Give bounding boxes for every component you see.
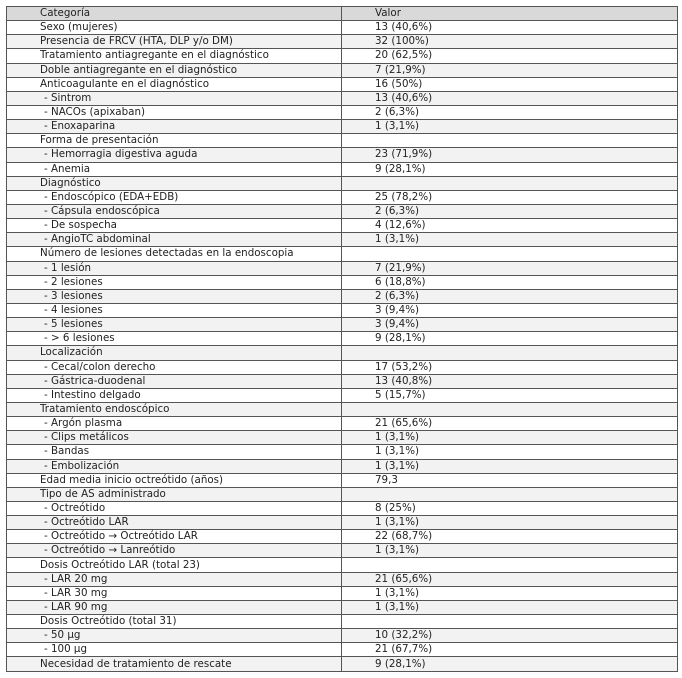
row-category: Presencia de FRCV (HTA, DLP y/o DM) <box>7 35 342 49</box>
row-subcategory: - Argón plasma <box>7 417 342 431</box>
row-value: 6 (18,8%) <box>342 275 678 289</box>
table-row <box>7 388 678 402</box>
row-category: Número de lesiones detectadas en la endoscopia <box>7 247 342 261</box>
row-value: 17 (53,2%) <box>342 360 678 374</box>
table-row <box>7 558 678 572</box>
table-row <box>7 643 678 657</box>
table-row <box>7 544 678 558</box>
table-row <box>7 629 678 643</box>
row-subcategory: - Cápsula endoscópica <box>7 204 342 218</box>
table-row <box>7 318 678 332</box>
row-subcategory: - Octreótido <box>7 501 342 515</box>
row-value: 1 (3,1%) <box>342 459 678 473</box>
row-subcategory: - LAR 90 mg <box>7 600 342 614</box>
row-category: Dosis Octreótido (total 31) <box>7 615 342 629</box>
table-row <box>7 63 678 77</box>
row-subcategory: - Enoxaparina <box>7 120 342 134</box>
row-value <box>342 487 678 501</box>
table-row <box>7 49 678 63</box>
row-value: 25 (78,2%) <box>342 190 678 204</box>
row-value <box>342 346 678 360</box>
row-subcategory: - Endoscópico (EDA+EDB) <box>7 190 342 204</box>
row-value <box>342 558 678 572</box>
row-value <box>342 134 678 148</box>
row-subcategory: - 2 lesiones <box>7 275 342 289</box>
table-row <box>7 459 678 473</box>
table-row <box>7 233 678 247</box>
row-value: 13 (40,6%) <box>342 21 678 35</box>
results-table <box>6 6 678 672</box>
table-row <box>7 303 678 317</box>
table-row <box>7 190 678 204</box>
row-subcategory: - Cecal/colon derecho <box>7 360 342 374</box>
row-category: Edad media inicio octreótido (años) <box>7 473 342 487</box>
row-subcategory: - De sospecha <box>7 219 342 233</box>
table-row <box>7 105 678 119</box>
row-value: 1 (3,1%) <box>342 120 678 134</box>
row-value <box>342 402 678 416</box>
row-category: Sexo (mujeres) <box>7 21 342 35</box>
row-value: 1 (3,1%) <box>342 544 678 558</box>
row-subcategory: - 1 lesión <box>7 261 342 275</box>
row-value: 10 (32,2%) <box>342 629 678 643</box>
table-row <box>7 289 678 303</box>
row-category: Doble antiagregante en el diagnóstico <box>7 63 342 77</box>
table-row <box>7 91 678 105</box>
table-row <box>7 586 678 600</box>
row-value: 9 (28,1%) <box>342 657 678 671</box>
table-row <box>7 431 678 445</box>
row-subcategory: - LAR 20 mg <box>7 572 342 586</box>
table-row <box>7 120 678 134</box>
row-value: 1 (3,1%) <box>342 516 678 530</box>
row-value: 1 (3,1%) <box>342 586 678 600</box>
row-category: Tratamiento antiagregante en el diagnóstico <box>7 49 342 63</box>
table-row <box>7 247 678 261</box>
row-category: Diagnóstico <box>7 176 342 190</box>
table-row <box>7 572 678 586</box>
table-body <box>7 21 678 671</box>
row-subcategory: - Octreótido LAR <box>7 516 342 530</box>
row-value: 3 (9,4%) <box>342 303 678 317</box>
row-subcategory: - Sintrom <box>7 91 342 105</box>
row-value: 16 (50%) <box>342 77 678 91</box>
row-subcategory: - 50 µg <box>7 629 342 643</box>
row-value: 7 (21,9%) <box>342 63 678 77</box>
row-value: 1 (3,1%) <box>342 600 678 614</box>
row-value: 3 (9,4%) <box>342 318 678 332</box>
table-row <box>7 516 678 530</box>
row-value: 9 (28,1%) <box>342 332 678 346</box>
row-value <box>342 176 678 190</box>
row-category: Necesidad de tratamiento de rescate <box>7 657 342 671</box>
row-value: 9 (28,1%) <box>342 162 678 176</box>
table-row <box>7 176 678 190</box>
row-subcategory: - Anemia <box>7 162 342 176</box>
table-row <box>7 77 678 91</box>
row-category: Forma de presentación <box>7 134 342 148</box>
table-header-row <box>7 7 678 21</box>
table-row <box>7 501 678 515</box>
row-subcategory: - Embolización <box>7 459 342 473</box>
table-row <box>7 530 678 544</box>
table-row <box>7 332 678 346</box>
row-value: 2 (6,3%) <box>342 204 678 218</box>
table-row <box>7 134 678 148</box>
row-value: 32 (100%) <box>342 35 678 49</box>
row-subcategory: - Octreótido → Octreótido LAR <box>7 530 342 544</box>
row-category: Tipo de AS administrado <box>7 487 342 501</box>
table-row <box>7 615 678 629</box>
header-categoria: Categoría <box>7 7 342 21</box>
table-row <box>7 487 678 501</box>
row-value: 21 (65,6%) <box>342 417 678 431</box>
row-category: Anticoagulante en el diagnóstico <box>7 77 342 91</box>
table-row <box>7 657 678 671</box>
table-row <box>7 473 678 487</box>
row-value: 20 (62,5%) <box>342 49 678 63</box>
table-row <box>7 360 678 374</box>
row-value: 21 (67,7%) <box>342 643 678 657</box>
header-valor: Valor <box>342 7 678 21</box>
row-value: 1 (3,1%) <box>342 445 678 459</box>
row-value: 13 (40,6%) <box>342 91 678 105</box>
table-row <box>7 162 678 176</box>
row-subcategory: - Bandas <box>7 445 342 459</box>
row-subcategory: - AngioTC abdominal <box>7 233 342 247</box>
row-subcategory: - Octreótido → Lanreótido <box>7 544 342 558</box>
table-row <box>7 219 678 233</box>
row-value <box>342 615 678 629</box>
row-subcategory: - Gástrica-duodenal <box>7 374 342 388</box>
row-value: 2 (6,3%) <box>342 105 678 119</box>
row-value: 22 (68,7%) <box>342 530 678 544</box>
row-subcategory: - 100 µg <box>7 643 342 657</box>
row-subcategory: - Intestino delgado <box>7 388 342 402</box>
table-row <box>7 600 678 614</box>
row-value: 8 (25%) <box>342 501 678 515</box>
table-row <box>7 417 678 431</box>
row-subcategory: - 4 lesiones <box>7 303 342 317</box>
table-row <box>7 261 678 275</box>
table-row <box>7 374 678 388</box>
row-subcategory: - NACOs (apixaban) <box>7 105 342 119</box>
table-row <box>7 21 678 35</box>
table-row <box>7 204 678 218</box>
row-subcategory: - LAR 30 mg <box>7 586 342 600</box>
row-subcategory: - 3 lesiones <box>7 289 342 303</box>
row-value: 1 (3,1%) <box>342 431 678 445</box>
row-subcategory: - 5 lesiones <box>7 318 342 332</box>
row-category: Tratamiento endoscópico <box>7 402 342 416</box>
row-value: 1 (3,1%) <box>342 233 678 247</box>
row-value: 7 (21,9%) <box>342 261 678 275</box>
table-row <box>7 35 678 49</box>
table-row <box>7 275 678 289</box>
row-value: 21 (65,6%) <box>342 572 678 586</box>
table-row <box>7 445 678 459</box>
row-subcategory: - Clips metálicos <box>7 431 342 445</box>
table-row <box>7 346 678 360</box>
table-row <box>7 148 678 162</box>
row-value: 4 (12,6%) <box>342 219 678 233</box>
row-value: 2 (6,3%) <box>342 289 678 303</box>
row-subcategory: - Hemorragia digestiva aguda <box>7 148 342 162</box>
row-value: 13 (40,8%) <box>342 374 678 388</box>
row-value: 5 (15,7%) <box>342 388 678 402</box>
row-value <box>342 247 678 261</box>
table-row <box>7 402 678 416</box>
row-category: Dosis Octreótido LAR (total 23) <box>7 558 342 572</box>
row-value: 79,3 <box>342 473 678 487</box>
row-subcategory: - > 6 lesiones <box>7 332 342 346</box>
row-category: Localización <box>7 346 342 360</box>
row-value: 23 (71,9%) <box>342 148 678 162</box>
